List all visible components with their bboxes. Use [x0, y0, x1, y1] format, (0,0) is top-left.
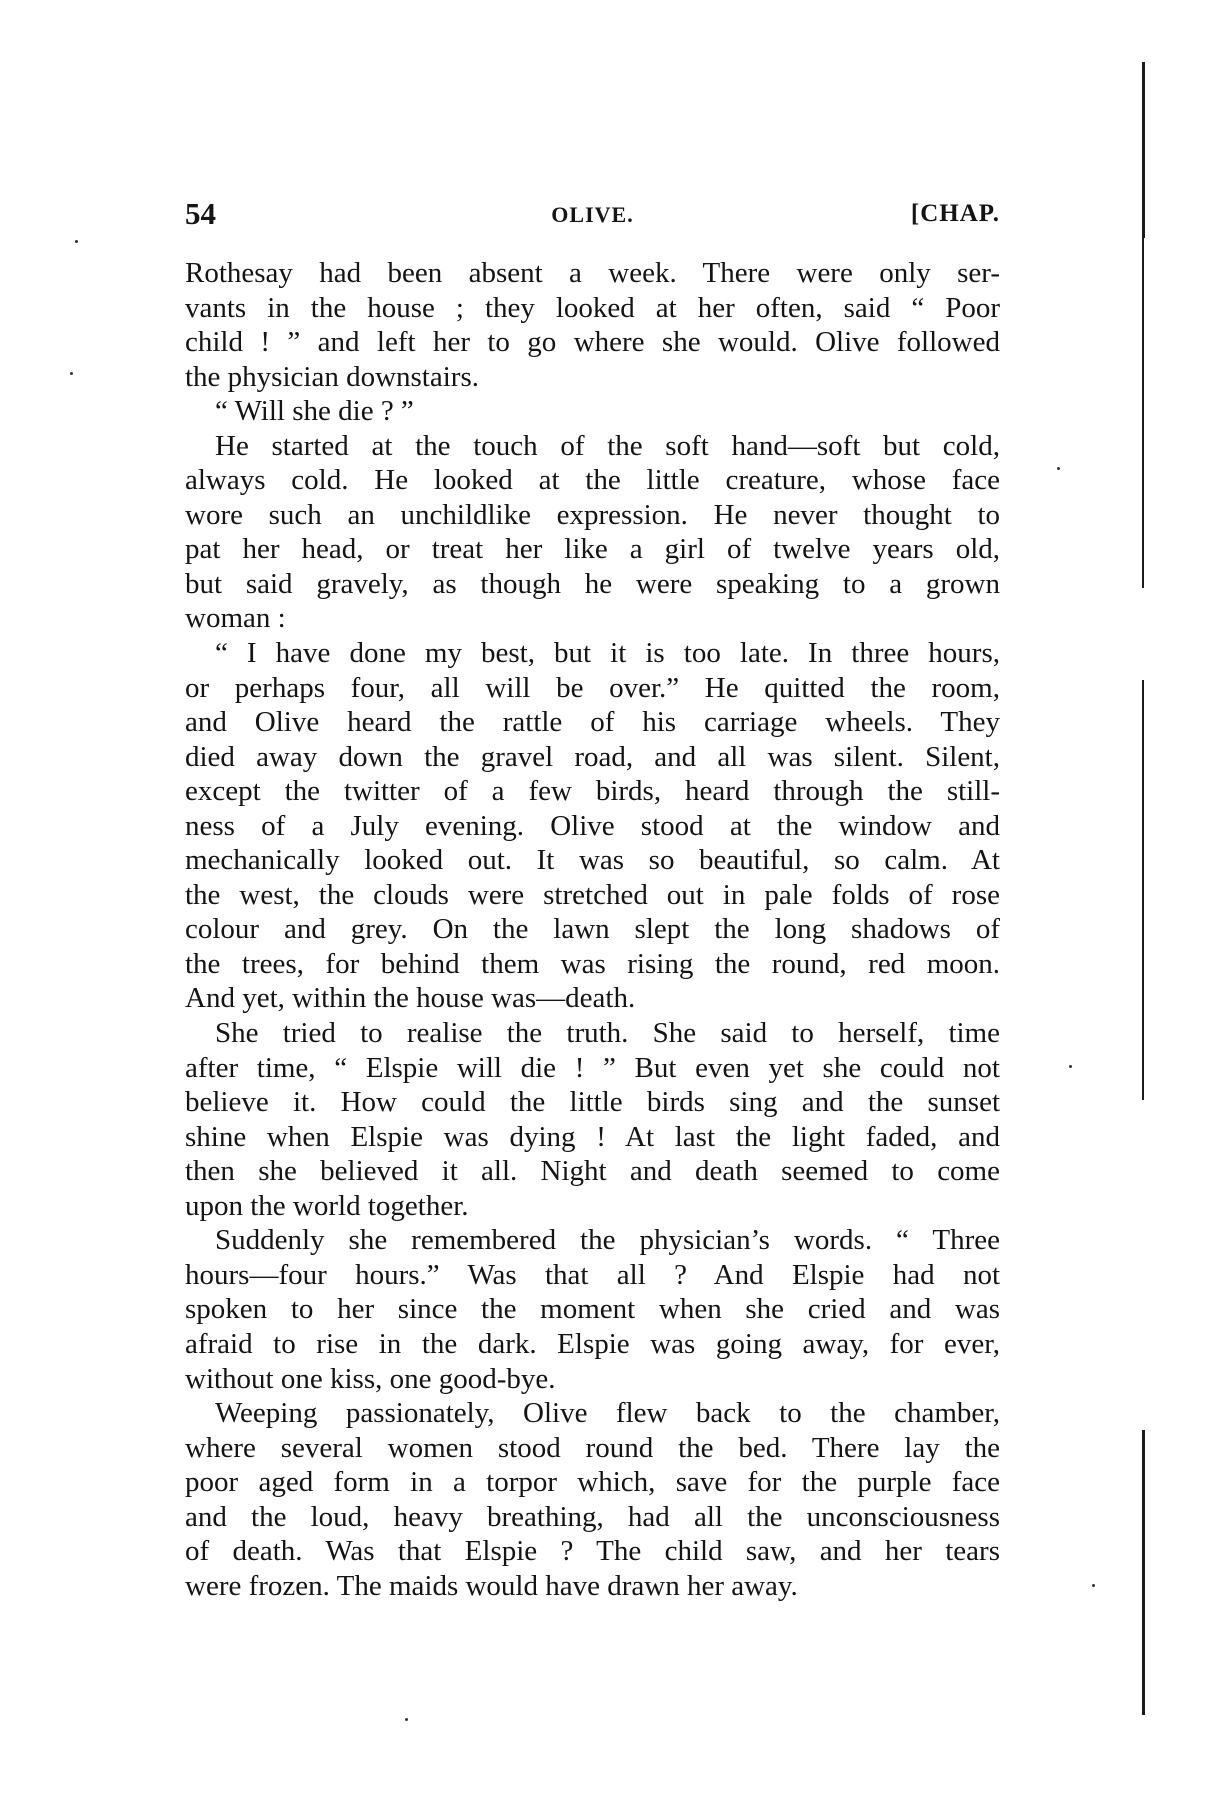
text-line: She tried to realise the truth. She said to herself, time — [215, 1017, 1000, 1050]
binding-edge-rule — [1142, 1430, 1145, 1715]
scan-speck — [405, 1718, 408, 1721]
text-line: upon the world together. — [185, 1189, 469, 1222]
text-line: Weeping passionately, Olive flew back to the chamber, — [215, 1397, 1000, 1430]
scan-speck — [70, 372, 73, 375]
text-line: poor aged form in a torpor which, save for the purple face — [185, 1466, 1000, 1499]
text-line: vants in the house ; they looked at her often, said “ Poor — [185, 291, 1000, 324]
text-line: pat her head, or treat her like a girl of twelve years old, — [185, 533, 1000, 566]
text-line: “ Will she die ? ” — [215, 395, 414, 428]
text-line: shine when Elspie was dying ! At last the light faded, and — [185, 1120, 1000, 1153]
text-line: or perhaps four, all will be over.” He quitted the room, — [185, 671, 1000, 704]
text-line: He started at the touch of the soft hand—soft but cold, — [215, 429, 1000, 462]
running-title: OLIVE. — [551, 202, 634, 227]
scan-speck — [1057, 467, 1060, 470]
text-line: after time, “ Elspie will die ! ” But even yet she could not — [185, 1051, 1000, 1084]
text-line: afraid to rise in the dark. Elspie was going away, for ever, — [185, 1327, 1000, 1360]
binding-edge-rule — [1142, 238, 1144, 588]
text-line: woman : — [185, 602, 286, 635]
text-line: where several women stood round the bed. There lay the — [185, 1431, 1000, 1464]
text-line: the west, the clouds were stretched out in pale folds of rose — [185, 878, 1000, 911]
page-number: 54 — [185, 196, 216, 231]
text-line: died away down the gravel road, and all was silent. Silent, — [185, 740, 1000, 773]
text-line: except the twitter of a few birds, heard through the still- — [185, 775, 1000, 808]
text-line: but said gravely, as though he were speaking to a grown — [185, 567, 1000, 600]
page-header — [185, 196, 1000, 236]
text-line: were frozen. The maids would have drawn her away. — [185, 1569, 798, 1602]
text-line: the trees, for behind them was rising the round, red moon. — [185, 947, 1000, 980]
text-line: child ! ” and left her to go where she would. Olive followed — [185, 326, 1000, 359]
text-line: And yet, within the house was—death. — [185, 982, 636, 1015]
text-line: believe it. How could the little birds sing and the sunset — [185, 1086, 1000, 1119]
text-line: then she believed it all. Night and death seemed to come — [185, 1155, 1000, 1188]
binding-edge-rule — [1142, 62, 1145, 238]
text-line: always cold. He looked at the little creature, whose face — [185, 464, 1000, 497]
scan-speck — [1069, 1065, 1072, 1068]
scan-speck — [1092, 1584, 1095, 1587]
body-text — [185, 256, 1000, 1603]
chapter-label: [CHAP. — [910, 200, 1000, 227]
text-line: Rothesay had been absent a week. There were only ser- — [185, 257, 1000, 289]
scan-speck — [75, 240, 78, 243]
text-line: Suddenly she remembered the physician’s words. “ Three — [215, 1224, 1000, 1257]
text-line: spoken to her since the moment when she cried and was — [185, 1293, 1000, 1326]
text-line: hours—four hours.” Was that all ? And Elspie had not — [185, 1258, 1000, 1291]
text-line: colour and grey. On the lawn slept the long shadows of — [185, 913, 1000, 946]
text-line: the physician downstairs. — [185, 360, 479, 393]
text-line: without one kiss, one good-bye. — [185, 1362, 556, 1395]
text-line: ness of a July evening. Olive stood at the window and — [185, 809, 1000, 842]
text-line: and Olive heard the rattle of his carriage wheels. They — [185, 706, 1000, 739]
text-line: mechanically looked out. It was so beautiful, so calm. At — [185, 844, 1000, 877]
text-line: wore such an unchildlike expression. He never thought to — [185, 498, 1000, 531]
text-line: of death. Was that Elspie ? The child saw, and her tears — [185, 1535, 1000, 1568]
binding-edge-rule — [1142, 680, 1144, 1100]
text-line: and the loud, heavy breathing, had all the unconsciousness — [185, 1500, 1000, 1533]
text-line: “ I have done my best, but it is too late. In three hours, — [215, 637, 1000, 670]
